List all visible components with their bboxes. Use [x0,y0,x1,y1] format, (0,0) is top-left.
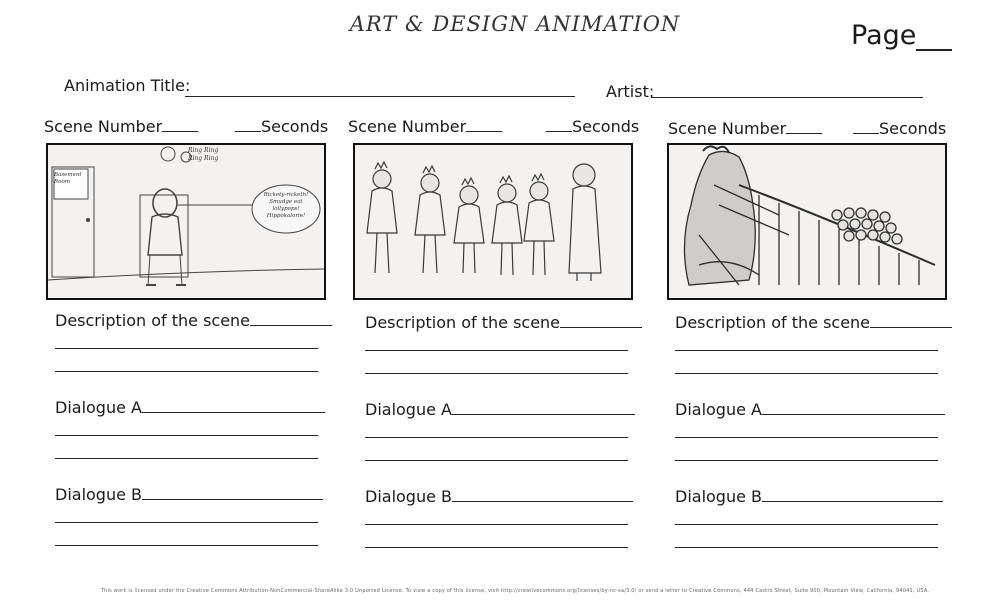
dialogue-a-line[interactable] [55,435,318,436]
page-number-field [851,20,952,51]
dialogue-a-line[interactable] [675,437,938,438]
animation-title-blank[interactable] [185,96,575,97]
panel-3-sketch-frame [667,143,947,300]
license-footer: This work is licensed under the Creative Commons Attribution-NonCommercial-ShareAlike 3.0 Unported License. To view a copy of this license, visit http://creativecommons.org/licenses/by-nc-sa/3.0/ or send a letter to Creative Commons, 444 Castro Street, Suite 900, Mountain View, California, 94041, USA. [100,588,930,594]
dialogue-a-line[interactable] [675,460,938,461]
dialogue-b-line[interactable] [55,545,318,546]
figure-4 [492,176,522,275]
worksheet-title: ART & DESIGN ANIMATION [349,12,681,36]
artist-blank[interactable] [651,97,923,98]
seconds-label: Seconds [261,117,329,136]
panel-1-description-label [55,311,332,330]
panel-3-dialogue-a-label [675,400,945,419]
scene-number-label: Scene Number [668,119,787,138]
panel-2-scene-number [348,117,502,136]
scene-number-label: Scene Number [348,117,467,136]
panel-2-seconds [546,117,639,136]
description-label: Description of the scene [55,311,251,330]
scene-number-label: Scene Number [44,117,163,136]
panel-1-dialogue-a-label [55,398,325,417]
description-label: Description of the scene [365,313,561,332]
description-label: Description of the scene [675,313,871,332]
panel-3-dialogue-b-label [675,487,943,506]
panel-1-seconds [235,117,328,136]
large-figure-shape [684,151,755,285]
panel-1-dialogue-b-label [55,485,323,504]
scene-number-blank[interactable] [162,117,198,132]
seconds-blank[interactable] [853,119,879,134]
seconds-blank[interactable] [235,117,261,132]
seconds-blank[interactable] [546,117,572,132]
panel-1-scene-number [44,117,198,136]
dialogue-b-label: Dialogue B [675,487,763,506]
dialogue-a-blank[interactable] [762,400,945,415]
dialogue-b-line[interactable] [675,524,938,525]
speech-bubble-text: Rickety-ricketh! Smudge eat lollypops! Hippokalorie! [263,192,309,219]
dialogue-b-line[interactable] [365,547,628,548]
dialogue-a-line[interactable] [55,458,318,459]
dialogue-b-blank[interactable] [452,487,633,502]
page-label: Page [851,20,917,51]
dialogue-b-line[interactable] [55,522,318,523]
description-line[interactable] [675,373,938,374]
panel-3-description-label [675,313,952,332]
dialogue-a-line[interactable] [365,437,628,438]
figure-6 [569,164,601,281]
scene-number-blank[interactable] [466,117,502,132]
figure-3 [454,178,484,273]
dialogue-a-blank[interactable] [452,400,635,415]
figure-5 [524,174,554,275]
crowd-shape [832,208,902,244]
panel-3-seconds [853,119,946,138]
description-line[interactable] [675,350,938,351]
panel-1-sketch [48,145,324,298]
scene-number-blank[interactable] [786,119,822,134]
dialogue-a-blank[interactable] [142,398,325,413]
dialogue-b-blank[interactable] [762,487,943,502]
panel-3-sketch [669,145,945,298]
seconds-label: Seconds [879,119,947,138]
dialogue-b-label: Dialogue B [55,485,143,504]
ringing-text: Ring Ring Ring Ring [188,147,219,162]
panel-3-scene-number [668,119,822,138]
description-line[interactable] [55,348,318,349]
panel-2-description-label [365,313,642,332]
railing-shape [739,185,935,265]
description-line[interactable] [55,371,318,372]
figure-1 [367,162,397,273]
dialogue-a-line[interactable] [365,460,628,461]
dialogue-a-label: Dialogue A [365,400,452,419]
wall-sign-text: Basement Room [54,172,82,185]
panel-1-sketch-frame [46,143,326,300]
animation-title-label: Animation Title: [64,76,191,95]
dialogue-a-label: Dialogue A [55,398,142,417]
artist-label: Artist: [606,82,655,101]
dialogue-a-label: Dialogue A [675,400,762,419]
description-line[interactable] [365,350,628,351]
description-line[interactable] [365,373,628,374]
description-blank[interactable] [560,313,642,328]
dialogue-b-line[interactable] [365,524,628,525]
panel-2-sketch [355,145,631,298]
dialogue-b-line[interactable] [675,547,938,548]
seconds-label: Seconds [572,117,640,136]
dialogue-b-label: Dialogue B [365,487,453,506]
description-blank[interactable] [870,313,952,328]
panel-2-sketch-frame [353,143,633,300]
panel-2-dialogue-a-label [365,400,635,419]
description-blank[interactable] [250,311,332,326]
panel-2-dialogue-b-label [365,487,633,506]
page-number-blank[interactable] [916,27,952,51]
figure-2 [415,166,445,273]
dialogue-b-blank[interactable] [142,485,323,500]
